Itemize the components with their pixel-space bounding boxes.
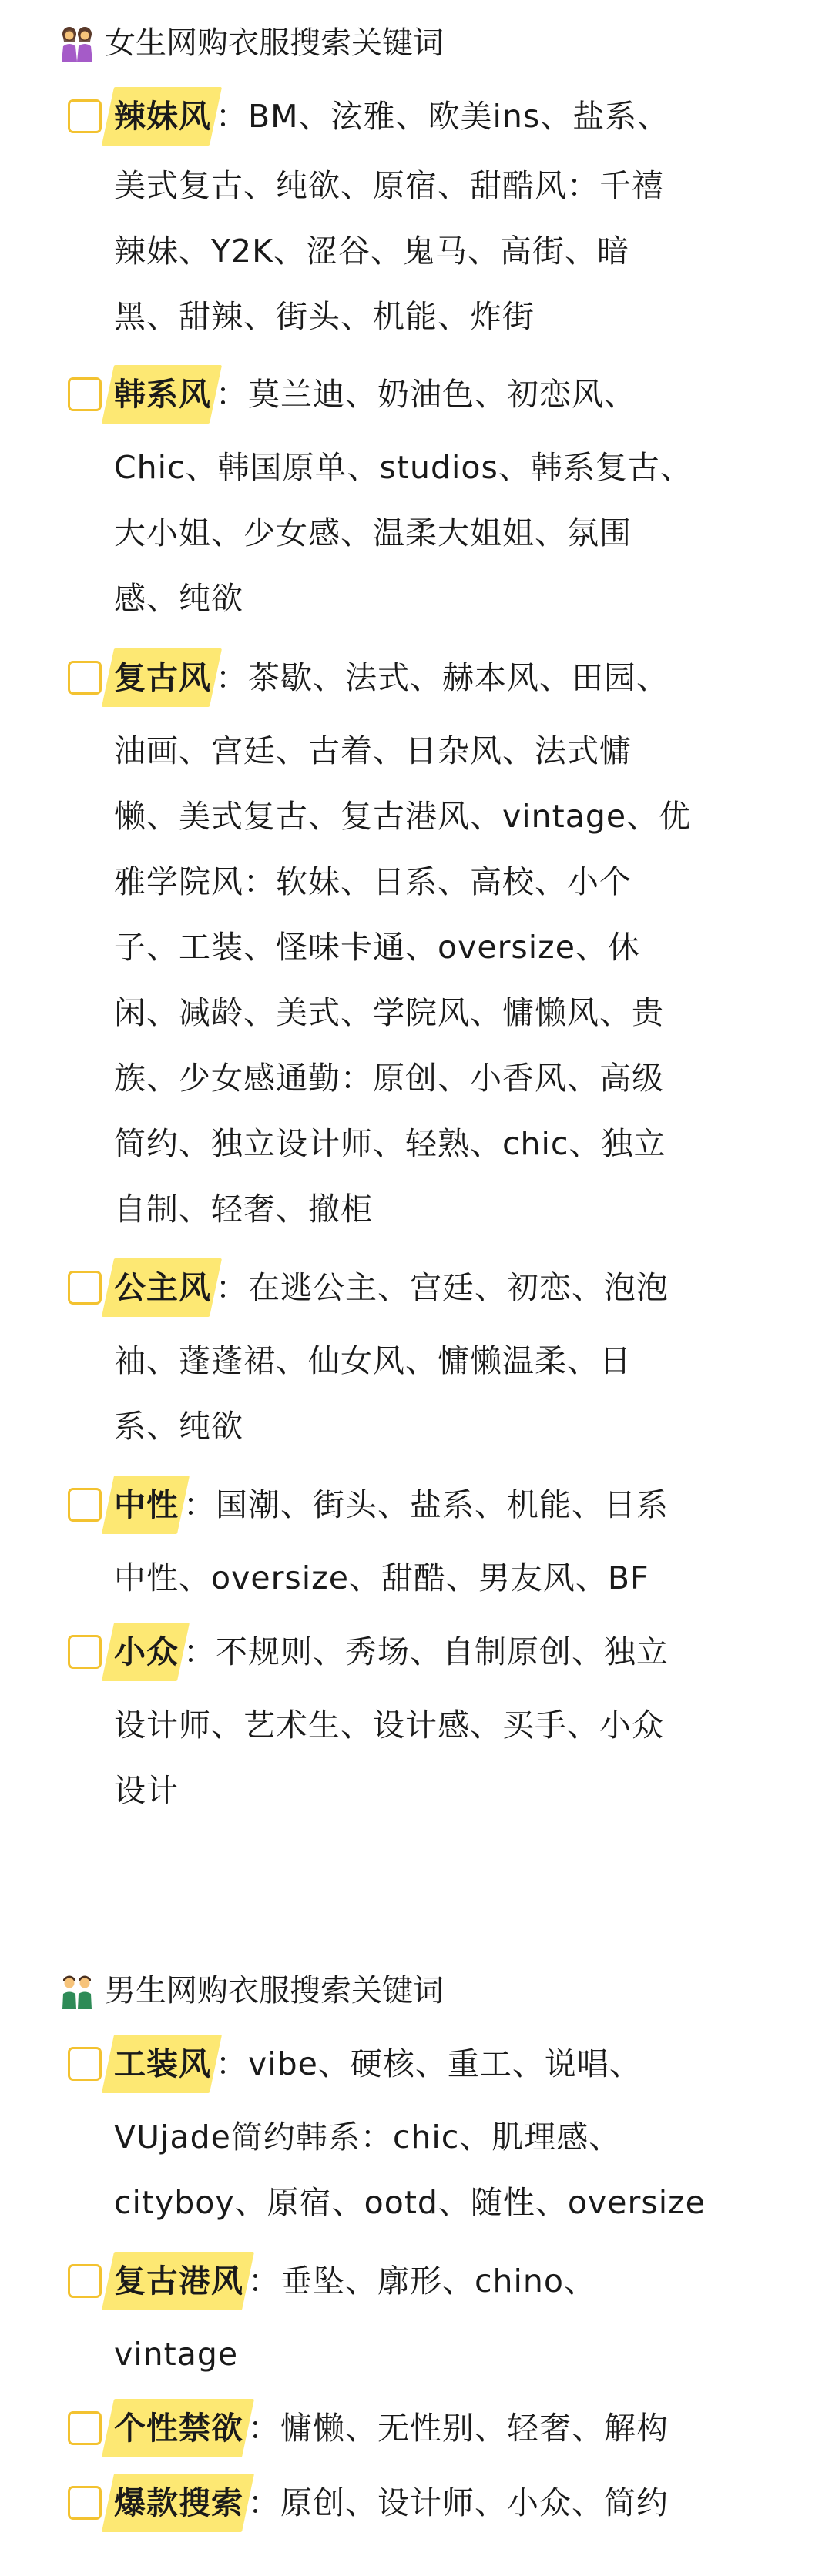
checkbox-female-2[interactable]	[68, 661, 102, 695]
male-section-header	[55, 1968, 444, 2014]
checkbox-female-3[interactable]	[68, 1271, 102, 1305]
keyword-tag: 复古风	[109, 655, 216, 701]
keyword-line: 辣妹风 ：BM、泫雅、欧美ins、盐系、	[114, 93, 669, 139]
keyword-tag: 韩系风	[109, 371, 216, 417]
checkbox-female-0[interactable]	[68, 99, 102, 133]
two-men-icon	[55, 1969, 99, 2012]
keyword-line: 辣妹、Y2K、涩谷、鬼马、高街、暗	[114, 233, 630, 270]
keyword-line: VUjade简约韩系：chic、肌理感、	[114, 2119, 622, 2156]
male-section-title: 男生网购衣服搜索关键词	[105, 1973, 444, 2008]
keyword-tag: 小众	[109, 1629, 183, 1675]
two-women-icon	[55, 22, 99, 65]
keyword-line: 感、纯欲	[114, 580, 243, 617]
keyword-line: vintage	[114, 2336, 239, 2373]
keyword-line: 自制、轻奢、撤柜	[114, 1191, 373, 1228]
checkbox-female-4[interactable]	[68, 1488, 102, 1522]
keyword-line: 大小姐、少女感、温柔大姐姐、氛围	[114, 514, 632, 551]
keyword-tag: 中性	[109, 1482, 183, 1528]
keyword-line: 设计	[114, 1772, 179, 1809]
checkbox-female-5[interactable]	[68, 1635, 102, 1669]
keyword-line: 族、少女感通勤：原创、小香风、高级	[114, 1060, 664, 1097]
keyword-line: 子、工装、怪味卡通、oversize、休	[114, 929, 640, 966]
keyword-line: 个性禁欲 ：慵懒、无性别、轻奢、解构	[114, 2405, 669, 2451]
keyword-line: 复古风 ：茶歇、法式、赫本风、田园、	[114, 655, 669, 701]
female-section-title: 女生网购衣服搜索关键词	[105, 25, 444, 61]
keyword-line: 公主风 ：在逃公主、宫廷、初恋、泡泡	[114, 1265, 669, 1311]
checkbox-male-1[interactable]	[68, 2264, 102, 2298]
keyword-tag: 工装风	[109, 2041, 216, 2087]
keyword-tag: 辣妹风	[109, 93, 216, 139]
keyword-line: 系、纯欲	[114, 1408, 243, 1445]
keyword-line: 韩系风 ：莫兰迪、奶油色、初恋风、	[114, 371, 636, 417]
keyword-line: 小众 ：不规则、秀场、自制原创、独立	[114, 1629, 669, 1675]
keyword-line: Chic、韩国原单、studios、韩系复古、	[114, 449, 693, 486]
keyword-line: 美式复古、纯欲、原宿、甜酷风：千禧	[114, 167, 664, 204]
checkbox-female-1[interactable]	[68, 377, 102, 411]
keyword-line: 懒、美式复古、复古港风、vintage、优	[114, 798, 692, 835]
keyword-line: 雅学院风：软妹、日系、高校、小个	[114, 863, 632, 900]
checkbox-male-0[interactable]	[68, 2047, 102, 2081]
keyword-line: 油画、宫廷、古着、日杂风、法式慵	[114, 732, 632, 769]
female-section-header	[55, 20, 444, 66]
keyword-line: cityboy、原宿、ootd、随性、oversize	[114, 2184, 706, 2221]
keyword-line: 简约、独立设计师、轻熟、chic、独立	[114, 1125, 666, 1162]
keyword-line: 设计师、艺术生、设计感、买手、小众	[114, 1707, 664, 1744]
keyword-line: 黑、甜辣、街头、机能、炸街	[114, 298, 535, 335]
keyword-tag: 公主风	[109, 1265, 216, 1311]
checkbox-male-2[interactable]	[68, 2411, 102, 2445]
keyword-line: 爆款搜索 ：原创、设计师、小众、简约	[114, 2480, 669, 2526]
keyword-line: 袖、蓬蓬裙、仙女风、慵懒温柔、日	[114, 1342, 632, 1379]
keyword-line: 工装风 ：vibe、硬核、重工、说唱、	[114, 2041, 642, 2087]
keyword-line: 复古港风 ：垂坠、廓形、chino、	[114, 2258, 596, 2304]
checkbox-male-3[interactable]	[68, 2486, 102, 2520]
keyword-tag: 复古港风	[109, 2258, 248, 2304]
keyword-tag: 个性禁欲	[109, 2405, 248, 2451]
keyword-line: 中性、oversize、甜酷、男友风、BF	[114, 1559, 649, 1596]
keyword-line: 闲、减龄、美式、学院风、慵懒风、贵	[114, 994, 664, 1031]
keyword-tag: 爆款搜索	[109, 2480, 248, 2526]
keyword-line: 中性 ：国潮、街头、盐系、机能、日系	[114, 1482, 669, 1528]
